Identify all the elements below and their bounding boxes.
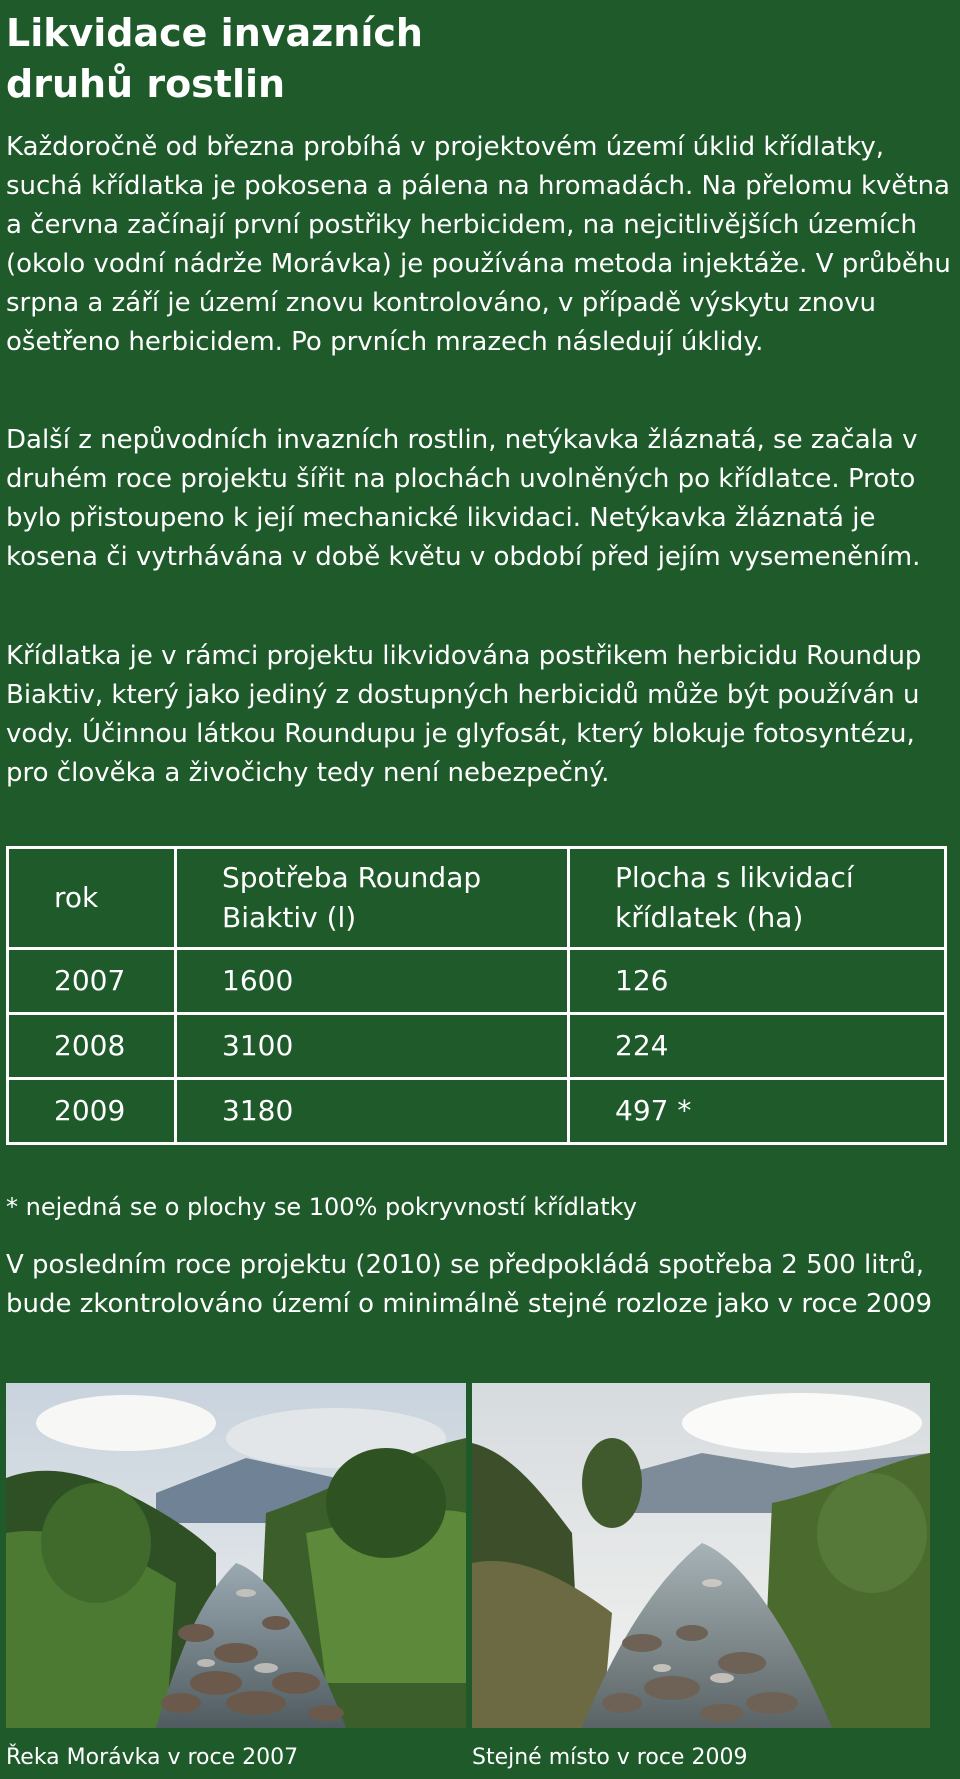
paragraph-roundup: Křídlatka je v rámci projektu likvidována postřikem herbicidu Roundup Biaktiv, který jako jediný z dostupných herbicidů může být používán u vody. Účinnou látkou Roundupu je glyfosát, který blokuje fotosyntézu, pro člověka a živočichy tedy není nebezpečný. bbox=[6, 641, 922, 788]
table-header-row bbox=[8, 848, 946, 949]
table-row bbox=[8, 949, 946, 1014]
paragraph-knotweed-removal: Každoročně od března probíhá v projektovém území úklid křídlatky, suchá křídlatka je pokosena a pálena na hromadách. Na přelomu května a června začínají první postřiky herbicidem, na nejcitlivějších územích (okolo vodní nádrže Morávka) je používána metoda injektáže. V průběhu srpna a září je území znovu kontrolováno, v případě výskytu znovu ošetřeno herbicidem. Po prvních mrazech následují úklidy. bbox=[6, 132, 951, 357]
river-photo-2007-image bbox=[6, 1383, 466, 1728]
paragraph-balsam: Další z nepůvodních invazních rostlin, netýkavka žláznatá, se začala v druhém roce projektu šířit na plochách uvolněných po křídlatce. Proto bylo přistoupeno k její mechanické likvidaci. Netýkavka žláznatá je kosena či vytrhávána v době květu v období před jejím vysemeněním. bbox=[6, 425, 921, 572]
page-title bbox=[6, 8, 906, 110]
photo-caption-2009: Stejné místo v roce 2009 bbox=[472, 1745, 748, 1770]
cell-consumption: 3180 bbox=[176, 1079, 569, 1144]
header-area: Plocha s likvidací křídlatek (ha) bbox=[569, 848, 946, 949]
paragraph-outlook: V posledním roce projektu (2010) se předpokládá spotřeba 2 500 litrů, bude zkontrolováno území o minimálně stejné rozloze jako v roce 2009 bbox=[6, 1250, 933, 1319]
cell-consumption: 3100 bbox=[176, 1014, 569, 1079]
cell-area: 126 bbox=[569, 949, 946, 1014]
cell-year: 2009 bbox=[8, 1079, 176, 1144]
consumption-table bbox=[6, 846, 947, 1145]
cell-year: 2008 bbox=[8, 1014, 176, 1079]
title-line-2: druhů rostlin bbox=[6, 62, 286, 106]
river-photo-2007 bbox=[6, 1383, 466, 1728]
cell-area: 497 * bbox=[569, 1079, 946, 1144]
river-photo-2009-image bbox=[472, 1383, 930, 1728]
cell-area: 224 bbox=[569, 1014, 946, 1079]
photo-caption-2007: Řeka Morávka v roce 2007 bbox=[6, 1745, 299, 1770]
table-row bbox=[8, 1079, 946, 1144]
header-consumption: Spotřeba Roundap Biaktiv (l) bbox=[176, 848, 569, 949]
cell-year: 2007 bbox=[8, 949, 176, 1014]
title-line-1: Likvidace invazních bbox=[6, 11, 423, 55]
table-row bbox=[8, 1014, 946, 1079]
header-year: rok bbox=[8, 848, 176, 949]
river-photo-2009 bbox=[472, 1383, 930, 1728]
table-footnote: * nejedná se o plochy se 100% pokryvností křídlatky bbox=[6, 1193, 637, 1221]
cell-consumption: 1600 bbox=[176, 949, 569, 1014]
